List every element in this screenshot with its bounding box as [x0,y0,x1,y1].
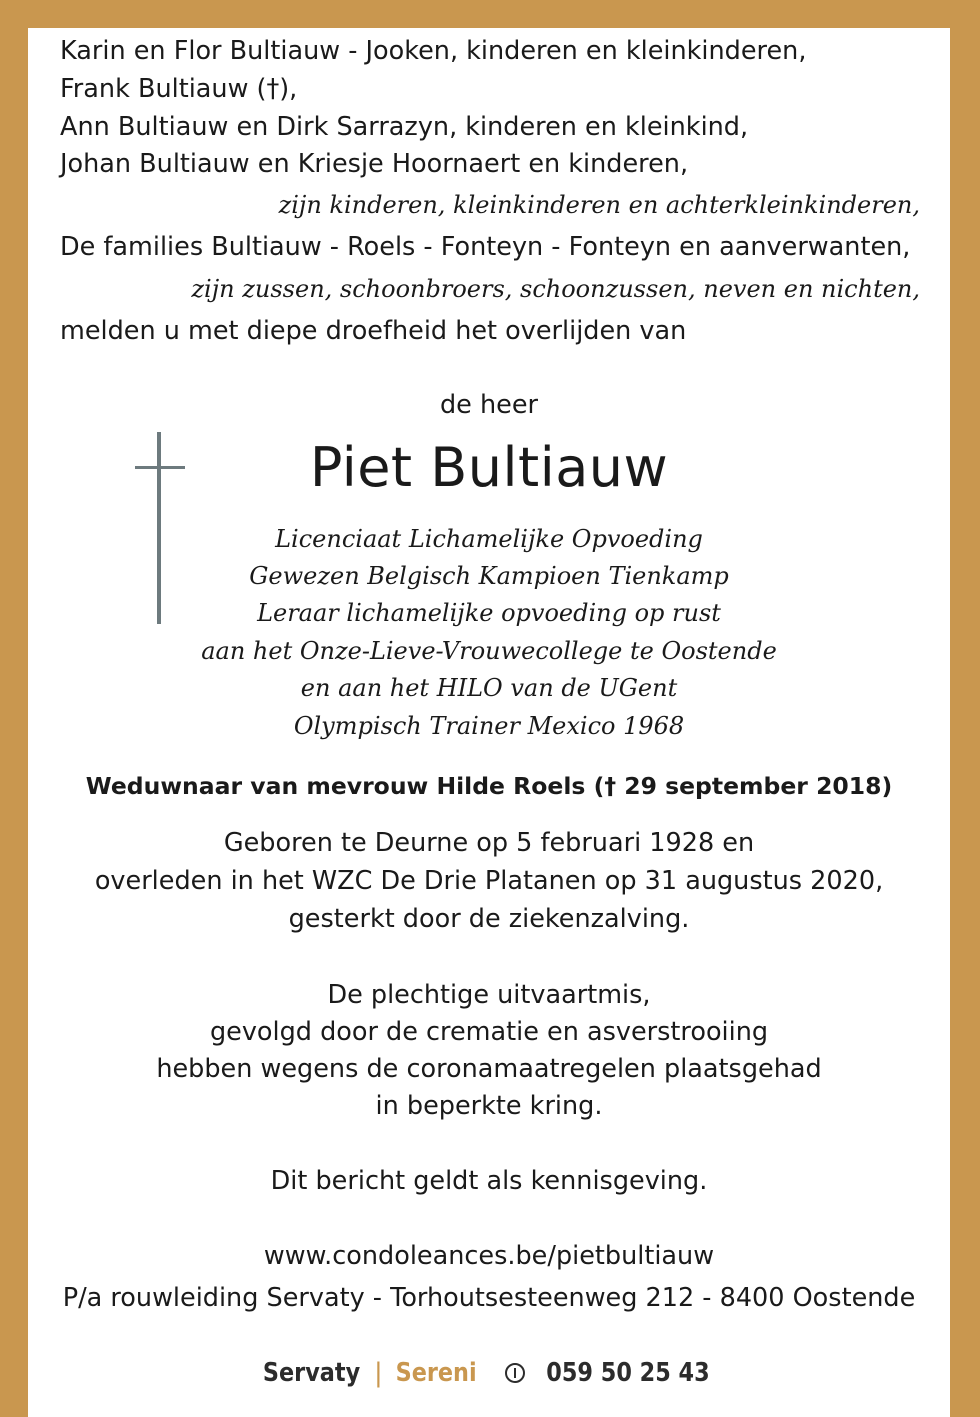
relation-siblings: zijn zussen, schoonbroers, schoonzussen, neven en nichten, [191,275,920,303]
title-line: Gewezen Belgisch Kampioen Tienkamp [249,562,729,590]
family-line-5: De families Bultiauw - Roels - Fonteyn - Fonteyn en aanverwanten, [60,232,911,262]
widower-line: Weduwnaar van mevrouw Hilde Roels († 29 september 2018) [85,772,893,800]
family-line-3: Ann Bultiauw en Dirk Sarrazyn, kinderen en kleinkind, [60,112,749,142]
ceremony-line: De plechtige uitvaartmis, [327,980,651,1010]
ceremony-line: gevolgd door de crematie en asverstrooiing [209,1017,769,1047]
death-line: overleden in het WZC De Drie Platanen op 31 augustus 2020, [94,866,884,896]
relation-children: zijn kinderen, kleinkinderen en achterkleinkinderen, [278,191,920,219]
birth-line: Geboren te Deurne op 5 februari 1928 en [223,828,755,858]
title-line: Licenciaat Lichamelijke Opvoeding [275,525,703,553]
family-line-2: Frank Bultiauw (†), [60,74,298,104]
brand-sereni: Sereni [395,1358,477,1388]
notice-line: Dit bericht geldt als kennisgeving. [270,1166,708,1196]
family-line-1: Karin en Flor Bultiauw - Jooken, kinderen en kleinkinderen, [60,36,807,66]
phone-icon [505,1363,525,1383]
title-line: Leraar lichamelijke opvoeding op rust [257,599,721,627]
deceased-name: Piet Bultiauw [309,436,669,499]
ceremony-line: in beperkte kring. [375,1091,603,1121]
announcement: melden u met diepe droefheid het overlijden van [60,316,687,346]
sacrament-line: gesterkt door de ziekenzalving. [288,904,690,934]
family-line-4: Johan Bultiauw en Kriesje Hoornaert en kinderen, [60,149,689,179]
ceremony-line: hebben wegens de coronamaatregelen plaatsgehad [156,1054,822,1084]
brand-servaty: Servaty [262,1358,361,1388]
phone-number[interactable]: 059 50 25 43 [546,1358,710,1388]
title-line: en aan het HILO van de UGent [300,674,678,702]
title-line: aan het Onze-Lieve-Vrouwecollege te Oostende [201,637,777,665]
funeral-home-address: P/a rouwleiding Servaty - Torhoutsesteenweg 212 - 8400 Oostende [62,1283,916,1313]
condolence-website-link[interactable]: www.condoleances.be/pietbultiauw [263,1241,715,1271]
title-line: Olympisch Trainer Mexico 1968 [293,712,685,740]
obituary-card [28,28,950,1417]
brand-separator: | [374,1358,383,1388]
footer-brand [28,1355,950,1391]
salutation: de heer [439,390,538,420]
